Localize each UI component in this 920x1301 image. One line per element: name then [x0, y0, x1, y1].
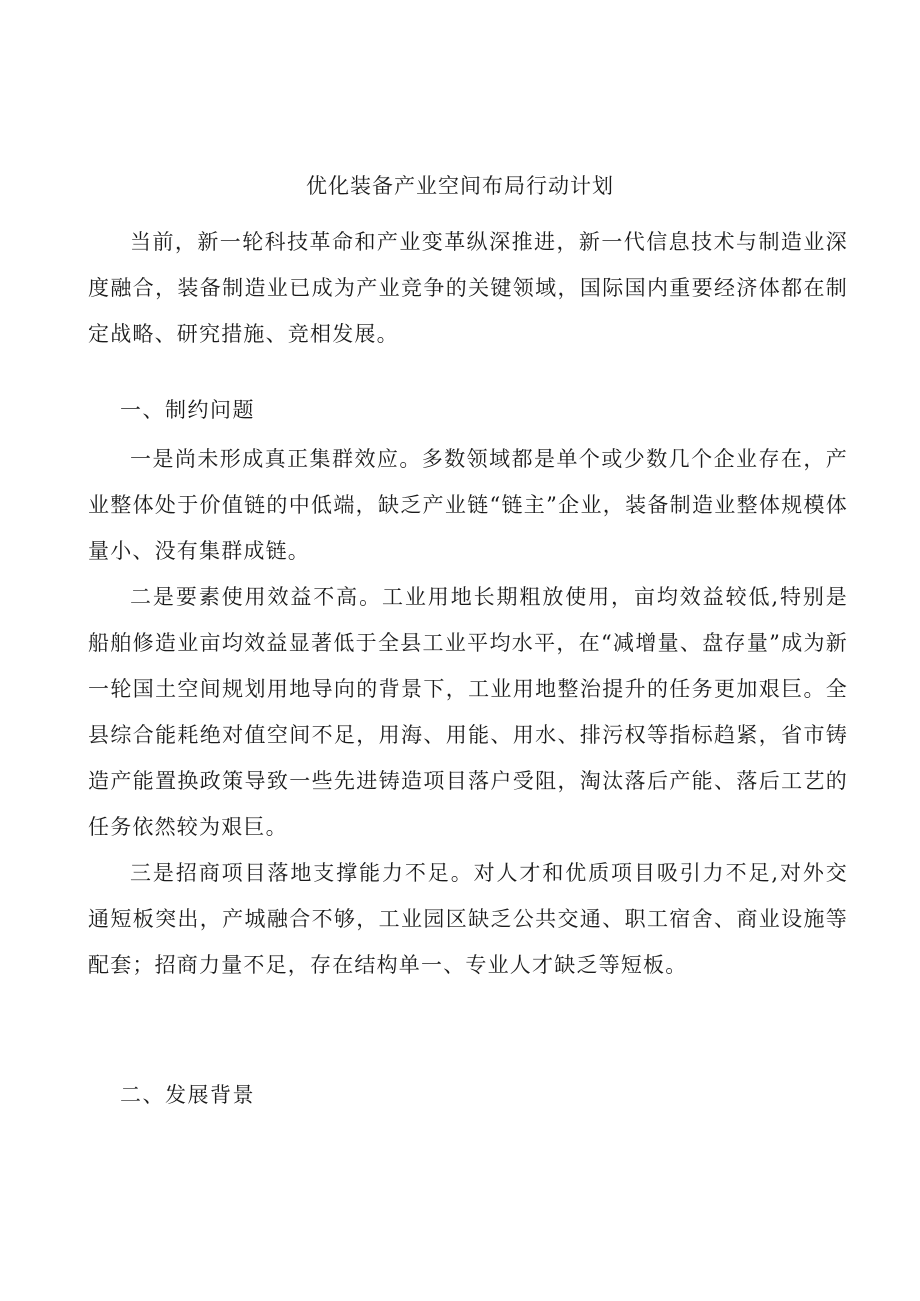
- section-heading-background: 二、发展背景: [120, 1083, 255, 1107]
- intro-block: [88, 219, 848, 357]
- paragraph-factor-efficiency: 二是要素使用效益不高。工业用地长期粗放使用，亩均效益较低,特别是船舶修造业亩均效益显著低于全县工业平均水平，在“减增量、盘存量”成为新一轮国土空间规划用地导向的背景下，工业用地整治提升的任务更加艰巨。全县综合能耗绝对值空间不足，用海、用能、用水、排污权等指标趋紧，省市铸造产能置换政策导致一些先进铸造项目落户受阻，淘汰落后产能、落后工艺的任务依然较为艰巨。: [88, 585, 848, 839]
- paragraph-cluster-effect: 一是尚未形成真正集群效应。多数领域都是单个或少数几个企业存在，产业整体处于价值链的中低端，缺乏产业链“链主”企业，装备制造业整体规模体量小、没有集群成链。: [88, 447, 848, 563]
- paragraph-investment-support: 三是招商项目落地支撑能力不足。对人才和优质项目吸引力不足,对外交通短板突出，产城融合不够，工业园区缺乏公共交通、职工宿舍、商业设施等配套；招商力量不足，存在结构单一、专业人才缺乏等短板。: [88, 861, 848, 977]
- intro-paragraph: 当前，新一轮科技革命和产业变革纵深推进，新一代信息技术与制造业深度融合，装备制造业已成为产业竞争的关键领域，国际国内重要经济体都在制定战略、研究措施、竞相发展。: [88, 230, 848, 346]
- section-heading-constraints: 一、制约问题: [120, 398, 255, 422]
- document-title: 优化装备产业空间布局行动计划: [306, 174, 614, 198]
- constraints-block: [88, 436, 848, 988]
